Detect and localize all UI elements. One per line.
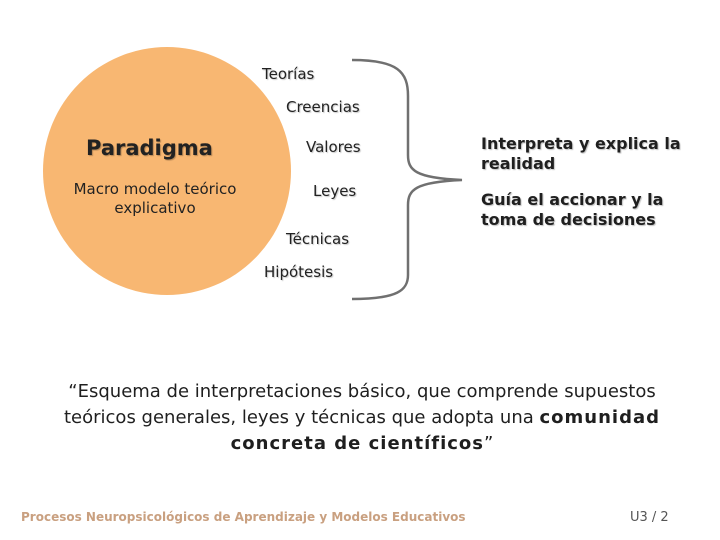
paradigm-title: Paradigma [86, 136, 213, 160]
concept-hipotesis: Hipótesis [264, 263, 334, 281]
concept-tecnicas: Técnicas [286, 230, 350, 248]
quote-text: “Esquema de interpretaciones básico, que comprende supuestos teóricos generales, leyes y técnicas que adopta una [63, 381, 656, 428]
quote-bold-text: comunidad concreta de científicos [230, 407, 661, 454]
quote-close: ” [484, 433, 494, 454]
paradigm-subtitle: Macro modelo teórico explicativo [73, 180, 237, 217]
footer-course-title: Procesos Neuropsicológicos de Aprendizaje y Modelos Educativos [21, 510, 466, 524]
result-guia: Guía el accionar y la toma de decisiones [481, 190, 664, 229]
concept-leyes: Leyes [313, 182, 357, 200]
definition-quote [40, 379, 684, 457]
result-interpreta: Interpreta y explica la realidad [481, 134, 681, 173]
concept-teorias: Teorías [262, 65, 315, 83]
concept-valores: Valores [306, 138, 361, 156]
footer-page-number: U3 / 2 [630, 510, 669, 525]
concept-creencias: Creencias [286, 98, 360, 116]
